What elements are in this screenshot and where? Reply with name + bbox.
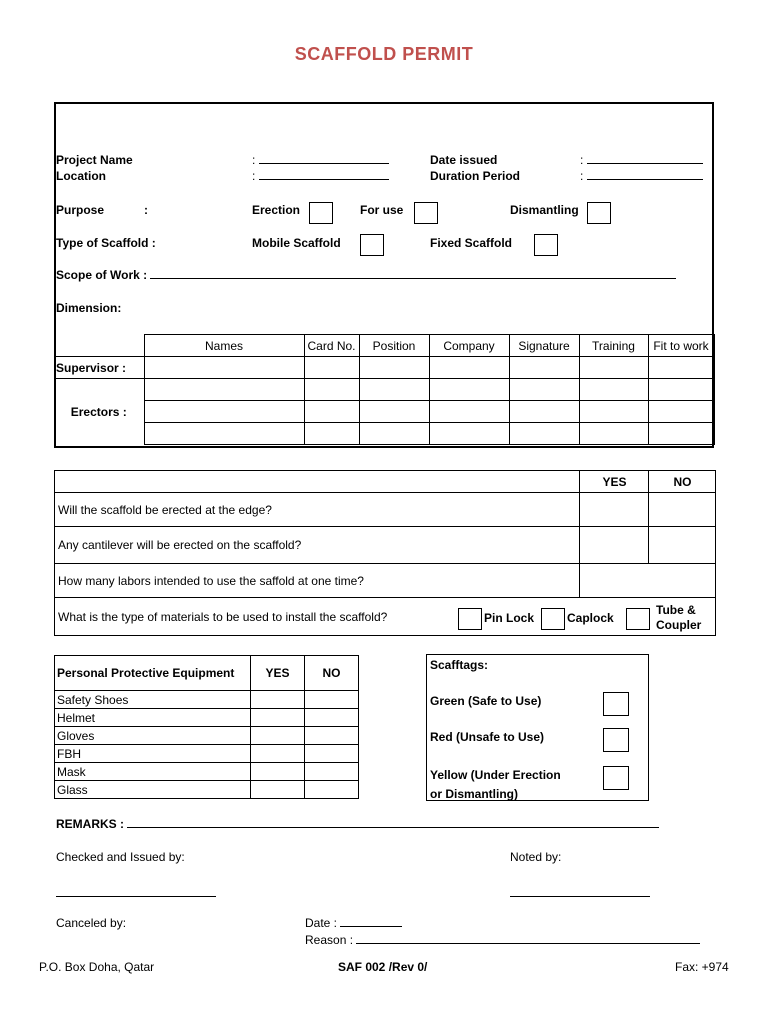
noted-by-signature-line[interactable] bbox=[510, 883, 650, 897]
cell[interactable] bbox=[359, 357, 429, 379]
answer-no-cell[interactable] bbox=[649, 493, 716, 527]
tube-coupler-label: Tube & Coupler bbox=[656, 603, 702, 632]
project-name-field[interactable]: : bbox=[252, 153, 389, 167]
noted-by-label: Noted by: bbox=[510, 850, 562, 864]
supervisor-label: Supervisor : bbox=[54, 357, 144, 379]
ppe-yes-cell[interactable] bbox=[251, 727, 305, 745]
ppe-item: FBH bbox=[55, 745, 251, 763]
tube-coupler-checkbox[interactable] bbox=[626, 608, 650, 630]
yellow-tag-checkbox[interactable] bbox=[603, 766, 629, 790]
canceled-by-label: Canceled by: bbox=[56, 916, 127, 930]
cell[interactable] bbox=[579, 357, 648, 379]
caplock-checkbox[interactable] bbox=[541, 608, 565, 630]
cell[interactable] bbox=[144, 401, 304, 423]
col-company: Company bbox=[429, 335, 509, 357]
cell[interactable] bbox=[648, 423, 714, 445]
checked-issued-label: Checked and Issued by: bbox=[56, 850, 185, 864]
location-field[interactable]: : bbox=[252, 169, 389, 183]
green-tag-label: Green (Safe to Use) bbox=[430, 694, 542, 708]
questions-table bbox=[54, 470, 716, 636]
supervisor-row bbox=[54, 357, 714, 379]
ppe-no-cell[interactable] bbox=[305, 727, 359, 745]
ppe-row bbox=[55, 781, 359, 799]
cell[interactable] bbox=[648, 357, 714, 379]
cell[interactable] bbox=[144, 423, 304, 445]
cell[interactable] bbox=[579, 423, 648, 445]
scope-of-work-field[interactable] bbox=[56, 268, 676, 282]
ppe-row bbox=[55, 727, 359, 745]
question-materials: What is the type of materials to be used to install the scaffold? bbox=[55, 598, 716, 636]
cell[interactable] bbox=[429, 357, 509, 379]
ppe-yes-cell[interactable] bbox=[251, 691, 305, 709]
ppe-item: Safety Shoes bbox=[55, 691, 251, 709]
ppe-no-cell[interactable] bbox=[305, 763, 359, 781]
ppe-no-cell[interactable] bbox=[305, 709, 359, 727]
scope-of-work-label: Scope of Work : bbox=[56, 268, 148, 282]
red-tag-label: Red (Unsafe to Use) bbox=[430, 730, 545, 744]
ppe-item: Gloves bbox=[55, 727, 251, 745]
ppe-yes-cell[interactable] bbox=[251, 763, 305, 781]
ppe-yes-cell[interactable] bbox=[251, 781, 305, 799]
green-tag-checkbox[interactable] bbox=[603, 692, 629, 716]
crew-corner bbox=[54, 335, 144, 357]
duration-field[interactable]: : bbox=[580, 169, 703, 183]
ppe-no-cell[interactable] bbox=[305, 745, 359, 763]
date-label: Date : bbox=[305, 916, 338, 930]
ppe-yes-cell[interactable] bbox=[251, 745, 305, 763]
ppe-item: Mask bbox=[55, 763, 251, 781]
no-header: NO bbox=[649, 471, 716, 493]
mobile-scaffold-label: Mobile Scaffold bbox=[252, 236, 341, 250]
col-card-no: Card No. bbox=[304, 335, 359, 357]
cell[interactable] bbox=[509, 423, 579, 445]
cell[interactable] bbox=[509, 379, 579, 401]
ppe-yes-cell[interactable] bbox=[251, 709, 305, 727]
col-signature: Signature bbox=[509, 335, 579, 357]
red-tag-checkbox[interactable] bbox=[603, 728, 629, 752]
fax-text: Fax: +974 bbox=[675, 960, 729, 974]
remarks-field[interactable] bbox=[56, 817, 659, 831]
ppe-row bbox=[55, 745, 359, 763]
pin-lock-checkbox[interactable] bbox=[458, 608, 482, 630]
cell[interactable] bbox=[304, 401, 359, 423]
ppe-yes-header: YES bbox=[251, 656, 305, 691]
cell[interactable] bbox=[429, 423, 509, 445]
erector-row bbox=[54, 401, 714, 423]
ppe-row bbox=[55, 709, 359, 727]
cell[interactable] bbox=[144, 379, 304, 401]
address-text: P.O. Box Doha, Qatar bbox=[39, 960, 155, 974]
scafftags-title: Scafftags: bbox=[430, 658, 489, 672]
remarks-label: REMARKS : bbox=[56, 817, 124, 831]
type-of-scaffold-label: Type of Scaffold : bbox=[56, 236, 156, 250]
date-field[interactable] bbox=[305, 916, 402, 930]
cell[interactable] bbox=[509, 401, 579, 423]
document-code: SAF 002 /Rev 0/ bbox=[338, 960, 428, 974]
cell[interactable] bbox=[579, 401, 648, 423]
checked-issued-signature-line[interactable] bbox=[56, 883, 216, 897]
col-training: Training bbox=[579, 335, 648, 357]
col-fit-to-work: Fit to work bbox=[648, 335, 714, 357]
date-issued-label: Date issued bbox=[430, 153, 498, 167]
question-edge: Will the scaffold be erected at the edge? bbox=[55, 493, 580, 527]
ppe-table bbox=[54, 655, 359, 799]
cell[interactable] bbox=[509, 357, 579, 379]
ppe-no-header: NO bbox=[305, 656, 359, 691]
cell[interactable] bbox=[429, 401, 509, 423]
cell[interactable] bbox=[359, 423, 429, 445]
reason-field[interactable] bbox=[305, 933, 700, 947]
page-title: SCAFFOLD PERMIT bbox=[294, 44, 474, 64]
erection-checkbox[interactable] bbox=[309, 202, 333, 224]
col-position: Position bbox=[359, 335, 429, 357]
ppe-no-cell[interactable] bbox=[305, 691, 359, 709]
location-label: Location bbox=[56, 169, 106, 183]
fixed-scaffold-checkbox[interactable] bbox=[534, 234, 558, 256]
cell[interactable] bbox=[429, 379, 509, 401]
cell[interactable] bbox=[144, 357, 304, 379]
crew-table bbox=[54, 334, 715, 445]
purpose-colon: : bbox=[144, 203, 148, 217]
purpose-label: Purpose bbox=[56, 203, 105, 217]
for-use-label: For use bbox=[360, 203, 404, 217]
answer-labors-cell[interactable] bbox=[580, 564, 716, 598]
yes-header: YES bbox=[580, 471, 649, 493]
duration-label: Duration Period bbox=[430, 169, 521, 183]
erector-row bbox=[54, 379, 714, 401]
dismantling-checkbox[interactable] bbox=[587, 202, 611, 224]
cell[interactable] bbox=[359, 401, 429, 423]
cell[interactable] bbox=[579, 379, 648, 401]
ppe-no-cell[interactable] bbox=[305, 781, 359, 799]
answer-yes-cell[interactable] bbox=[580, 493, 649, 527]
fixed-scaffold-label: Fixed Scaffold bbox=[430, 236, 513, 250]
cell[interactable] bbox=[304, 423, 359, 445]
erection-label: Erection bbox=[252, 203, 301, 217]
question-cantilever: Any cantilever will be erected on the scaffold? bbox=[55, 527, 580, 564]
mobile-scaffold-checkbox[interactable] bbox=[360, 234, 384, 256]
cell[interactable] bbox=[304, 357, 359, 379]
caplock-label: Caplock bbox=[567, 611, 614, 625]
ppe-item: Helmet bbox=[55, 709, 251, 727]
dismantling-label: Dismantling bbox=[510, 203, 579, 217]
cell[interactable] bbox=[359, 379, 429, 401]
erectors-label: Erectors : bbox=[54, 379, 144, 445]
date-issued-field[interactable]: : bbox=[580, 153, 703, 167]
pin-lock-label: Pin Lock bbox=[484, 611, 535, 625]
erector-row bbox=[54, 423, 714, 445]
cell[interactable] bbox=[304, 379, 359, 401]
ppe-row bbox=[55, 691, 359, 709]
ppe-header: Personal Protective Equipment bbox=[55, 656, 251, 691]
questions-header-blank bbox=[55, 471, 580, 493]
cell[interactable] bbox=[648, 401, 714, 423]
col-names: Names bbox=[144, 335, 304, 357]
for-use-checkbox[interactable] bbox=[414, 202, 438, 224]
reason-label: Reason : bbox=[305, 933, 354, 947]
ppe-item: Glass bbox=[55, 781, 251, 799]
cell[interactable] bbox=[648, 379, 714, 401]
project-name-label: Project Name bbox=[56, 153, 133, 167]
yellow-tag-label: Yellow (Under Erection or Dismantling) bbox=[430, 768, 561, 801]
answer-yes-cell[interactable] bbox=[580, 527, 649, 564]
dimension-label: Dimension: bbox=[56, 301, 122, 315]
question-labors: How many labors intended to use the saffold at one time? bbox=[55, 564, 580, 598]
ppe-row bbox=[55, 763, 359, 781]
answer-no-cell[interactable] bbox=[649, 527, 716, 564]
